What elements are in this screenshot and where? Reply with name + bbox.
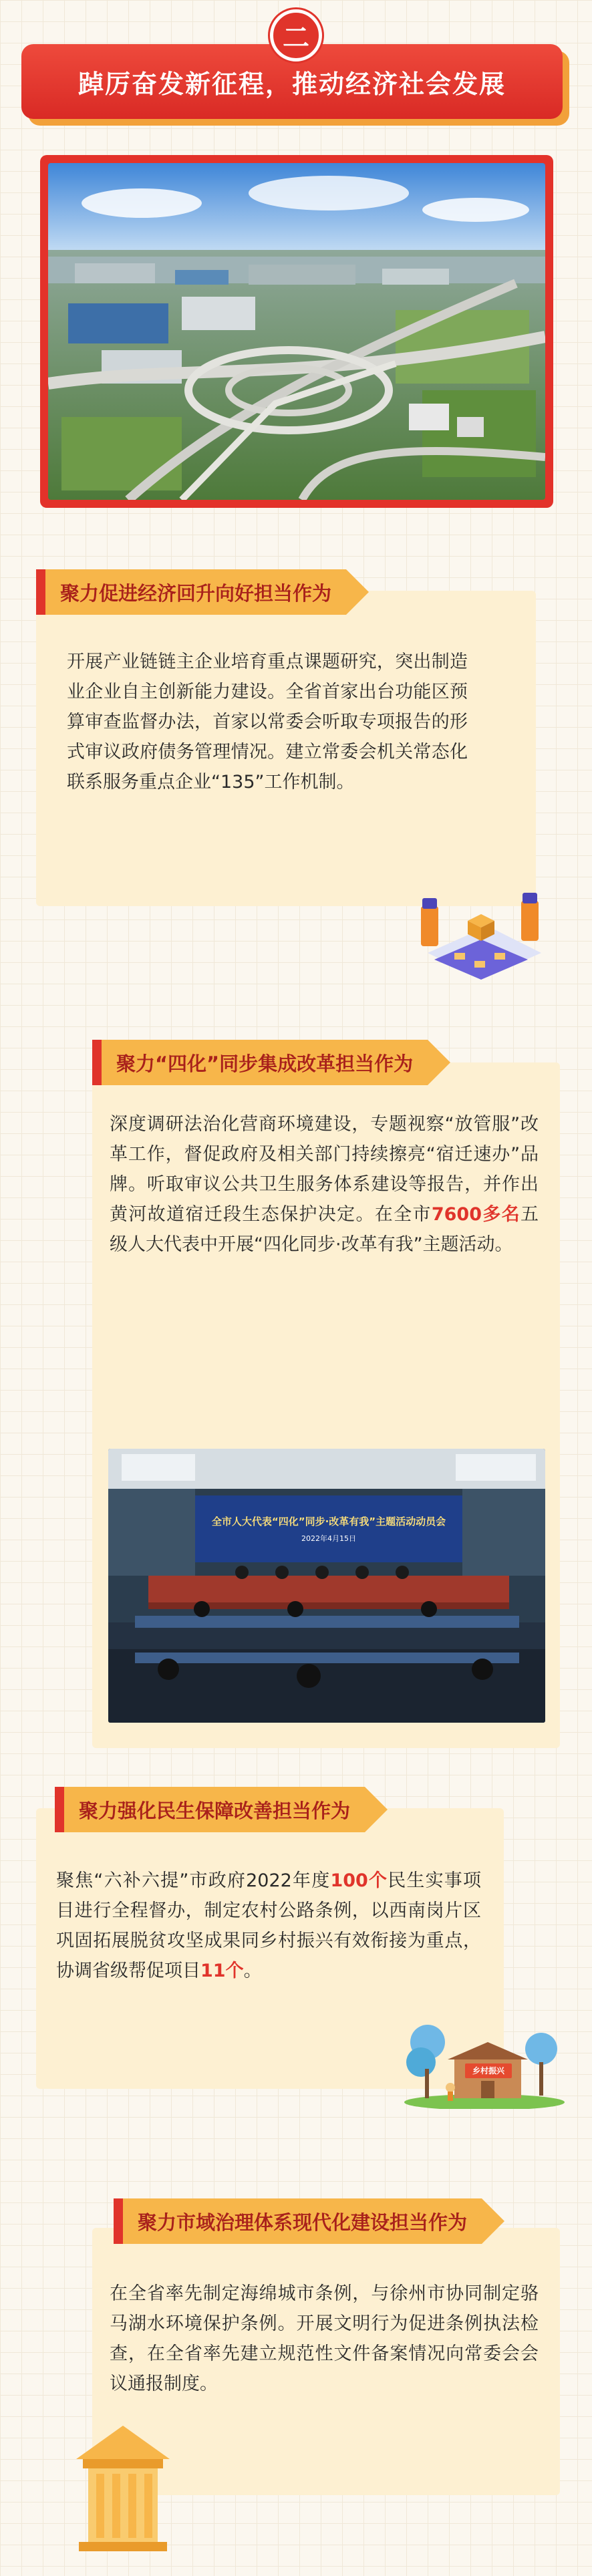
- section-heading: 聚力促进经济回升向好担当作为: [45, 569, 346, 615]
- livelihood-text-part1: 聚焦“六补六提”市政府2022年度: [56, 1870, 331, 1891]
- aerial-photo-frame: [40, 155, 553, 508]
- page-title: 踔厉奋发新征程，推动经济社会发展: [78, 69, 506, 99]
- reform-text-part1: 深度调研法治化营商环境建设，专题视察“放管服”改革工作，督促政府及相关部门持续擦亮“宿迁速办”品牌。听取审议公共卫生服务体系建设等报告，并作出黄河故道宿迁段生态保护决定。在全市: [110, 1114, 539, 1225]
- section-heading: 聚力强化民生保障改善担当作为: [64, 1787, 365, 1832]
- village-scene-icon: [401, 2002, 568, 2109]
- section-tag-governance: [114, 2198, 504, 2244]
- section-text-livelihood: [56, 1866, 481, 1986]
- courthouse-illustration: [56, 2399, 190, 2559]
- tag-accent-bar: [92, 1040, 102, 1085]
- section-text-reform: [110, 1109, 539, 1260]
- meeting-date: 2022年4月15日: [301, 1534, 356, 1543]
- livelihood-text-part3: 。: [243, 1961, 262, 1981]
- village-illustration: [401, 2002, 568, 2109]
- tag-arrow-tail: [365, 1787, 388, 1832]
- aerial-photo: [48, 163, 545, 500]
- tag-arrow-tail: [482, 2198, 504, 2244]
- section-heading: 聚力“四化”同步集成改革担当作为: [102, 1040, 428, 1085]
- section-text-governance: 在全省率先制定海绵城市条例，与徐州市协同制定骆马湖水环境保护条例。开展文明行为促进条例执法检查，在全省率先建立规范性文件备案情况向常委会会议通报制度。: [110, 2283, 539, 2394]
- meeting-banner-text: 全市人大代表“四化”同步·改革有我”主题活动动员会: [211, 1516, 446, 1528]
- section-tag-reform: [92, 1040, 450, 1085]
- highway-interchange-image: [48, 163, 545, 500]
- tag-arrow-tail: [346, 569, 369, 615]
- tag-accent-bar: [55, 1787, 64, 1832]
- village-sign-text: 乡村振兴: [472, 2066, 504, 2076]
- assembly-line-illustration: [408, 886, 555, 1000]
- livelihood-text-part2: 民生实事项目进行全程督办，制定农村公路条例，以西南岗片区巩固拓展脱贫攻坚成果同乡村振兴有效衔接为重点，协调省级帮促项目: [56, 1870, 481, 1981]
- reform-text-part2: 五级人大代表中开展“四化同步·改革有我”主题活动。: [110, 1204, 539, 1255]
- tag-accent-bar: [36, 569, 45, 615]
- section-tag-economy: [36, 569, 369, 615]
- section-text-economy: 开展产业链链主企业培育重点课题研究，突出制造业企业自主创新能力建设。全省首家出台功能区预算审查监督办法，首家以常委会听取专项报告的形式审议政府债务管理情况。建立常委会机关常态化联系服务重点企业“135”工作机制。: [67, 652, 468, 793]
- section-heading: 聚力市域治理体系现代化建设担当作为: [123, 2198, 482, 2244]
- section-number-badge: 二: [270, 9, 322, 61]
- tag-arrow-tail: [428, 1040, 450, 1085]
- section-tag-livelihood: [55, 1787, 388, 1832]
- meeting-photo: [108, 1449, 545, 1723]
- reform-highlight: 7600多名: [431, 1204, 521, 1225]
- meeting-hall-image: [108, 1449, 545, 1723]
- tag-accent-bar: [114, 2198, 123, 2244]
- livelihood-highlight-1: 100个: [330, 1870, 388, 1891]
- livelihood-highlight-2: 11个: [200, 1961, 244, 1981]
